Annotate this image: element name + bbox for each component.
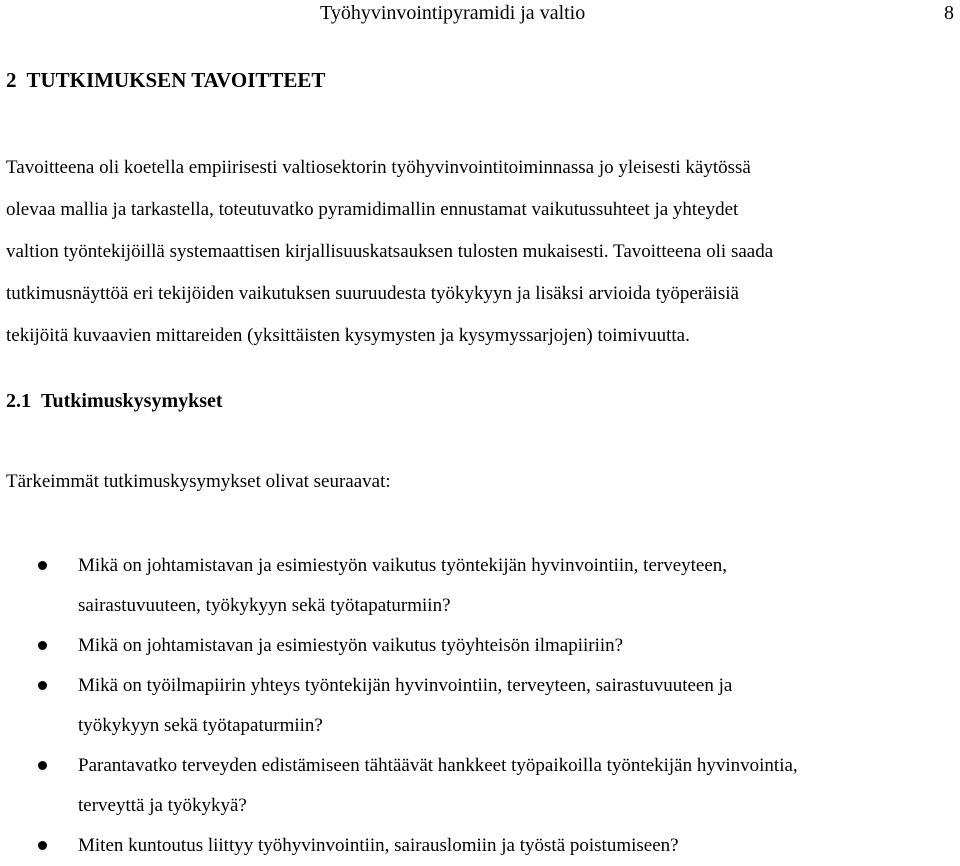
bullet-icon xyxy=(38,641,47,650)
page-header xyxy=(0,0,960,30)
objectives-paragraph xyxy=(6,147,956,357)
page-number: 8 xyxy=(944,2,954,24)
bullet-icon xyxy=(38,681,47,690)
subsection-title: Tutkimuskysymykset xyxy=(41,390,223,412)
question-line: terveyttä ja työkykyä? xyxy=(78,795,247,816)
research-questions-list xyxy=(0,546,960,866)
question-line: Mikä on johtamistavan ja esimiestyön vaikutus työyhteisön ilmapiiriin? xyxy=(78,635,624,656)
paragraph-line: valtion työntekijöillä systemaattisen kirjallisuuskatsauksen tulosten mukaisesti. Tavoitteena oli saada xyxy=(6,241,774,262)
section-title: TUTKIMUKSEN TAVOITTEET xyxy=(26,68,326,92)
list-item xyxy=(0,546,960,626)
paragraph-line: tekijöitä kuvaavien mittareiden (yksittäisten kysymysten ja kysymyssarjojen) toimivuutta. xyxy=(6,325,690,346)
list-item xyxy=(0,826,960,866)
question-line: Mikä on työilmapiirin yhteys työntekijän hyvinvointiin, terveyteen, sairastuvuuteen ja xyxy=(78,675,733,696)
section-heading xyxy=(6,66,325,94)
subsection-number: 2.1 xyxy=(6,390,31,412)
subsection-heading xyxy=(6,387,223,415)
question-line: Mikä on johtamistavan ja esimiestyön vaikutus työntekijän hyvinvointiin, terveyteen, xyxy=(78,555,728,576)
question-line: Miten kuntoutus liittyy työhyvinvointiin, sairauslomiin ja työstä poistumiseen? xyxy=(78,835,679,856)
question-line: työkykyyn sekä työtapaturmiin? xyxy=(78,715,323,736)
paragraph-line: olevaa mallia ja tarkastella, toteutuvatko pyramidimallin ennustamat vaikutussuhteet ja yhteydet xyxy=(6,199,739,220)
running-title: Työhyvinvointipyramidi ja valtio xyxy=(320,2,586,24)
paragraph-line: Tavoitteena oli koetella empiirisesti valtiosektorin työhyvinvointitoiminnassa jo yleisesti käytössä xyxy=(6,157,751,178)
questions-lead-in: Tärkeimmät tutkimuskysymykset olivat seuraavat: xyxy=(6,471,391,492)
list-item xyxy=(0,746,960,826)
question-line: sairastuvuuteen, työkykyyn sekä työtapaturmiin? xyxy=(78,595,451,616)
bullet-icon xyxy=(38,561,47,570)
list-item xyxy=(0,666,960,746)
bullet-icon xyxy=(38,841,47,850)
bullet-icon xyxy=(38,761,47,770)
question-line: Parantavatko terveyden edistämiseen tähtäävät hankkeet työpaikoilla työntekijän hyvinvointia, xyxy=(78,755,798,776)
section-number: 2 xyxy=(6,68,17,92)
paragraph-line: tutkimusnäyttöä eri tekijöiden vaikutuksen suuruudesta työkykyyn ja lisäksi arvioida työperäisiä xyxy=(6,283,739,304)
list-item xyxy=(0,626,960,666)
